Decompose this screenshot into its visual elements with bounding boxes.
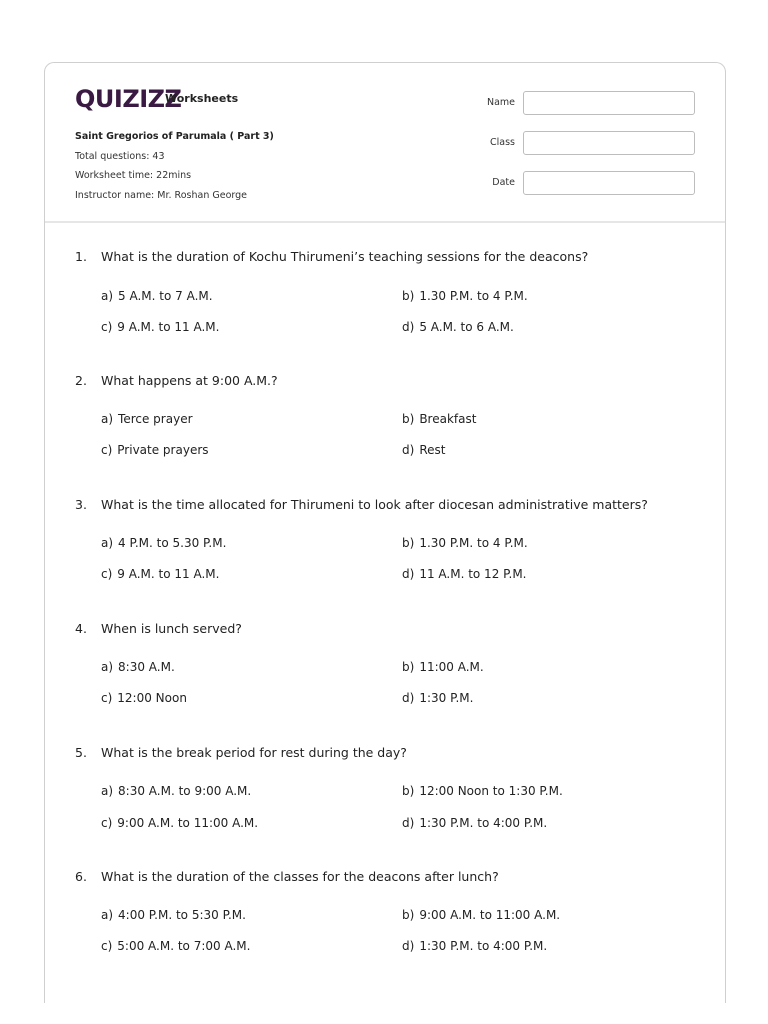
option-text: 12:00 Noon <box>117 691 187 705</box>
option-letter: c) <box>101 816 113 830</box>
option-letter: c) <box>101 691 113 705</box>
option-d <box>402 567 527 581</box>
option-letter: c) <box>101 443 113 457</box>
logo-subtitle: Worksheets <box>165 92 239 105</box>
option-d <box>402 816 547 830</box>
option-letter: b) <box>402 289 415 303</box>
option-letter: c) <box>101 939 113 953</box>
question-text <box>75 497 648 512</box>
option-a <box>101 660 175 674</box>
option-b <box>402 784 563 798</box>
question-prompt: What is the duration of the classes for the deacons after lunch? <box>101 869 499 884</box>
option-letter: a) <box>101 784 114 798</box>
worksheet-header <box>45 63 725 223</box>
option-text: 1.30 P.M. to 4 P.M. <box>419 536 528 550</box>
option-text: 1:30 P.M. to 4:00 P.M. <box>419 816 548 830</box>
worksheet-card <box>44 62 726 1003</box>
option-text: 9 A.M. to 11 A.M. <box>117 320 220 334</box>
option-letter: c) <box>101 320 113 334</box>
option-c <box>101 443 209 457</box>
option-letter: d) <box>402 691 415 705</box>
option-b <box>402 289 528 303</box>
option-text: 5 A.M. to 6 A.M. <box>419 320 514 334</box>
option-c <box>101 320 219 334</box>
worksheet-time: Worksheet time: 22mins <box>75 170 192 181</box>
question-text <box>75 869 499 884</box>
question-prompt: What is the duration of Kochu Thirumeni’s teaching sessions for the deacons? <box>101 249 589 264</box>
quizizz-logo: QUIZIZZ <box>75 85 182 113</box>
option-d <box>402 443 445 457</box>
question-number: 6. <box>75 869 87 884</box>
option-text: 4 P.M. to 5.30 P.M. <box>118 536 227 550</box>
date-field-row <box>465 171 695 195</box>
question-prompt: What happens at 9:00 A.M.? <box>101 373 278 388</box>
option-letter: a) <box>101 536 114 550</box>
option-a <box>101 289 213 303</box>
option-letter: b) <box>402 412 415 426</box>
option-letter: d) <box>402 939 415 953</box>
question-prompt: What is the time allocated for Thirumeni to look after diocesan administrative matters? <box>101 497 648 512</box>
worksheet-meta <box>75 127 274 205</box>
option-d <box>402 939 547 953</box>
date-label: Date <box>492 177 515 188</box>
question-number: 4. <box>75 621 87 636</box>
class-input[interactable] <box>523 131 695 155</box>
option-letter: b) <box>402 536 415 550</box>
option-a <box>101 412 193 426</box>
class-field-row <box>465 131 695 155</box>
option-text: Breakfast <box>419 412 477 426</box>
question-text <box>75 745 407 760</box>
question-text <box>75 249 588 264</box>
option-text: Private prayers <box>117 443 209 457</box>
option-b <box>402 908 560 922</box>
question-number: 1. <box>75 249 87 264</box>
option-text: 12:00 Noon to 1:30 P.M. <box>419 784 563 798</box>
question-text <box>75 373 278 388</box>
option-b <box>402 536 528 550</box>
worksheet-title: Saint Gregorios of Parumala ( Part 3) <box>75 131 274 142</box>
option-a <box>101 784 251 798</box>
option-text: 1.30 P.M. to 4 P.M. <box>419 289 528 303</box>
option-d <box>402 691 473 705</box>
option-text: 9:00 A.M. to 11:00 A.M. <box>117 816 259 830</box>
class-label: Class <box>490 137 515 148</box>
instructor-name: Instructor name: Mr. Roshan George <box>75 189 247 201</box>
option-text: 1:30 P.M. <box>419 691 474 705</box>
option-c <box>101 939 250 953</box>
option-text: 1:30 P.M. to 4:00 P.M. <box>419 939 548 953</box>
option-text: 5 A.M. to 7 A.M. <box>118 289 213 303</box>
date-input[interactable] <box>523 171 695 195</box>
option-letter: b) <box>402 660 415 674</box>
option-text: 4:00 P.M. to 5:30 P.M. <box>118 908 246 922</box>
option-letter: d) <box>402 816 415 830</box>
option-a <box>101 536 226 550</box>
option-b <box>402 660 484 674</box>
question-prompt: What is the break period for rest during the day? <box>101 745 407 760</box>
option-b <box>402 412 476 426</box>
option-text: 9:00 A.M. to 11:00 A.M. <box>419 908 561 922</box>
question-number: 2. <box>75 373 87 388</box>
total-questions: Total questions: 43 <box>75 150 165 162</box>
option-letter: b) <box>402 784 415 798</box>
name-label: Name <box>486 97 515 108</box>
question-text <box>75 621 242 636</box>
name-field-row <box>465 91 695 115</box>
question-number: 5. <box>75 745 87 760</box>
option-letter: d) <box>402 567 415 581</box>
question-number: 3. <box>75 497 87 512</box>
option-letter: a) <box>101 289 114 303</box>
question-prompt: When is lunch served? <box>101 621 242 636</box>
option-letter: d) <box>402 443 415 457</box>
name-input[interactable] <box>523 91 695 115</box>
option-text: Rest <box>419 443 446 457</box>
option-c <box>101 816 258 830</box>
option-text: 11:00 A.M. <box>419 660 484 674</box>
option-c <box>101 691 187 705</box>
option-d <box>402 320 514 334</box>
option-letter: b) <box>402 908 415 922</box>
option-letter: a) <box>101 412 114 426</box>
option-text: 9 A.M. to 11 A.M. <box>117 567 220 581</box>
option-letter: a) <box>101 660 114 674</box>
option-text: Terce prayer <box>118 412 193 426</box>
option-c <box>101 567 219 581</box>
option-letter: a) <box>101 908 114 922</box>
option-text: 8:30 A.M. to 9:00 A.M. <box>118 784 252 798</box>
option-text: 5:00 A.M. to 7:00 A.M. <box>117 939 251 953</box>
option-a <box>101 908 246 922</box>
option-letter: d) <box>402 320 415 334</box>
option-letter: c) <box>101 567 113 581</box>
option-text: 8:30 A.M. <box>118 660 175 674</box>
option-text: 11 A.M. to 12 P.M. <box>419 567 527 581</box>
